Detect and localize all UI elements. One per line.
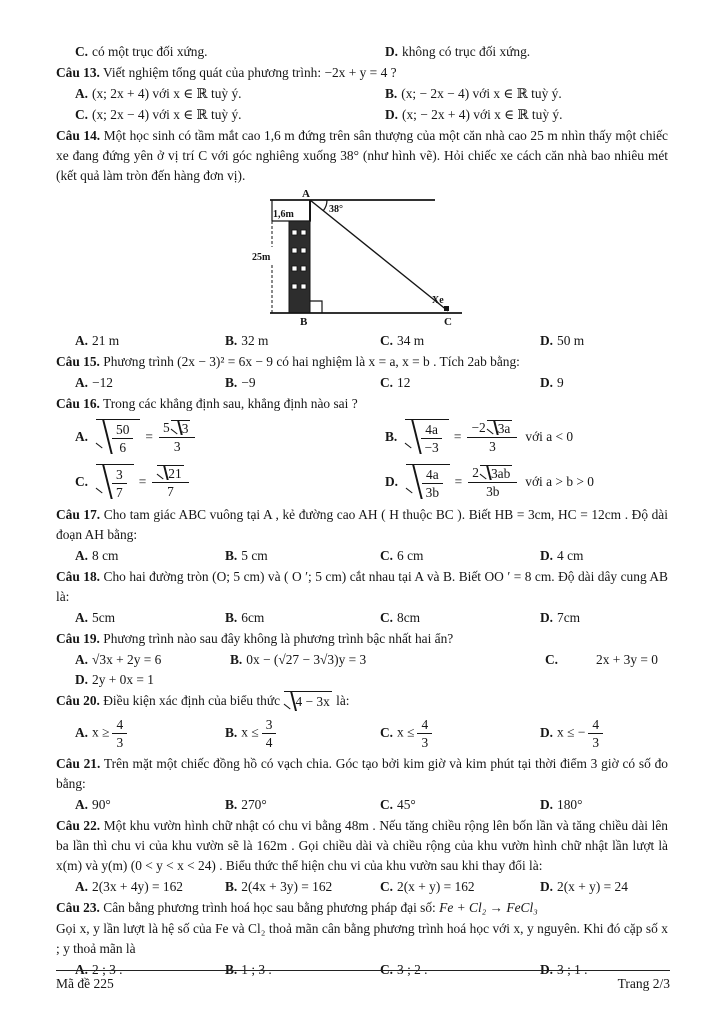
label-xe: Xe — [432, 295, 444, 306]
question-text: Cho hai đường tròn (O; 5 cm) và ( O ′; 5 cm) cắt nhau tại A và B. Biết OO ′ = 8 cm. Độ dài dây cung AB là: — [56, 569, 668, 604]
option-text: (x; − 2x − 4) với x ∈ ℝ tuỳ ý. — [401, 86, 562, 101]
option-text: (x; − 2x + 4) với x ∈ ℝ tuỳ ý. — [402, 107, 563, 122]
question-20 — [56, 691, 668, 712]
option-label: C. — [380, 333, 394, 348]
option — [225, 877, 380, 897]
option-text: 1 ; 3 . — [241, 962, 272, 978]
option-text: 2(x + y) = 162 — [397, 879, 475, 895]
question-text-2: là: — [336, 693, 350, 708]
radical: $\frac{4a}{3b}$ — [406, 464, 450, 500]
q14-figure — [56, 189, 668, 329]
option-label: C. — [380, 375, 394, 390]
label-c: C — [444, 316, 452, 328]
exam-code: Mã đề 225 — [56, 976, 114, 991]
label-angle: 38° — [329, 204, 343, 215]
option-label: B. — [225, 333, 238, 348]
option — [75, 460, 385, 504]
option — [75, 84, 385, 104]
option-text: 9 — [557, 375, 564, 390]
q19-options-row2 — [75, 670, 668, 690]
question-number: Câu 15. — [56, 354, 100, 369]
q22-options — [75, 877, 668, 897]
option-text: 0x − (√27 − 3√3)y = 3 — [246, 652, 367, 667]
option-text: 5 cm — [241, 548, 268, 563]
option — [75, 42, 385, 62]
option — [75, 373, 225, 393]
option — [75, 608, 225, 628]
fraction: $\frac{4}{3}$ — [417, 717, 432, 750]
option-label: C. — [380, 548, 394, 563]
option-label: B. — [225, 548, 238, 563]
option-label: D. — [540, 375, 554, 390]
option — [380, 877, 540, 897]
fraction: $\frac{-2 3a}{3}$ — [467, 420, 517, 455]
angle-arc — [323, 200, 327, 211]
q16-options-row1 — [75, 415, 668, 459]
question-number: Câu 14. — [56, 128, 101, 143]
option-text: 2x + 3y = 0 — [596, 652, 659, 667]
option-label: B. — [225, 962, 238, 978]
q19-options-row1 — [75, 650, 668, 670]
option-label: D. — [540, 610, 554, 625]
fraction: $\frac{2 3ab}{3b}$ — [468, 465, 517, 500]
page-footer — [56, 970, 670, 994]
option — [75, 877, 225, 897]
radical: 3ab — [480, 465, 512, 481]
option-text: x ≤ — [397, 724, 415, 740]
option-text: 21 m — [92, 333, 120, 348]
fraction: $\frac{21}{7}$ — [152, 465, 188, 500]
option — [540, 795, 668, 815]
question-number: Câu 16. — [56, 396, 100, 411]
chemical-equation: Fe + Cl₂ → FeCl₃ — [439, 900, 538, 916]
option-label: C. — [75, 107, 89, 122]
option — [225, 717, 380, 750]
question-text: Phương trình nào sau đây không là phương trình bậc nhất hai ẩn? — [103, 631, 454, 646]
option-label: C. — [380, 724, 394, 740]
fraction: $\frac{4}{3}$ — [112, 717, 127, 750]
label-a: A — [302, 189, 310, 200]
option-label: A. — [75, 724, 89, 740]
option — [380, 546, 540, 566]
option — [75, 415, 385, 459]
radical: 3 — [171, 420, 191, 436]
option-text: 8cm — [397, 610, 421, 625]
option — [385, 42, 668, 62]
question-text: Phương trình (2x − 3)² = 6x − 9 có hai nghiệm là x = a, x = b . Tích 2ab bằng: — [103, 354, 520, 369]
option — [540, 373, 668, 393]
option — [225, 608, 380, 628]
question-text: Trên mặt một chiếc đồng hồ có vạch chia. Góc tạo bởi kim giờ và kim phút tại thời điểm 3 giờ có số đo bằng: — [56, 756, 668, 792]
question-text-1: Điều kiện xác định của biểu thức — [103, 693, 281, 708]
option-label: D. — [75, 672, 89, 687]
option-label: A. — [75, 548, 89, 563]
question-text: Cho tam giác ABC vuông tại A , kẻ đường cao AH ( H thuộc BC ). Biết HB = 3cm, HC = 12cm . Độ dài đoạn AH bằng: — [56, 507, 668, 542]
question-19 — [56, 629, 668, 649]
q20-options — [75, 713, 668, 753]
q14-options — [75, 331, 668, 351]
question-21 — [56, 754, 668, 794]
option-label: C. — [545, 652, 559, 667]
option — [385, 460, 668, 504]
option-text: 50 m — [557, 333, 585, 348]
radical: $\frac{4a}{-3}$ — [405, 419, 449, 455]
question-text: Trong các khẳng định sau, khẳng định nào sai ? — [103, 396, 358, 411]
option-label: B. — [385, 429, 398, 444]
option-text: không có trục đối xứng. — [402, 44, 531, 59]
option-text: 90° — [92, 797, 111, 813]
option-label: D. — [540, 797, 554, 813]
label-house-height: 25m — [252, 252, 271, 263]
option-label: B. — [225, 724, 238, 740]
fraction: $\frac{5 3}{3}$ — [159, 420, 195, 455]
option-text: 12 — [397, 375, 411, 390]
option — [230, 650, 545, 670]
option-text: x ≥ — [92, 724, 110, 740]
option-text: x ≤ — [241, 724, 259, 740]
radical: $\frac{3}{7}$ — [96, 464, 134, 500]
option-text: 32 m — [241, 333, 269, 348]
option-label: C. — [380, 797, 394, 813]
option — [75, 331, 225, 351]
option-text: 2y + 0x = 1 — [92, 672, 155, 687]
option-label: D. — [385, 107, 399, 122]
option-label: D. — [385, 44, 399, 59]
option-text: 2(3x + 4y) = 162 — [92, 879, 184, 895]
question-23-continued — [56, 919, 668, 959]
q17-options — [75, 546, 668, 566]
radical: 21 — [157, 465, 183, 481]
question-15 — [56, 352, 668, 372]
option-label: B. — [230, 652, 243, 667]
option-text: 7cm — [557, 610, 581, 625]
option-text: 4 cm — [557, 548, 584, 563]
option-formula: $\frac{4a}{3b}$ = $\frac{2 3ab}{3b}$ với a > b > 0 — [402, 464, 594, 500]
option — [385, 105, 668, 125]
question-number: Câu 17. — [56, 507, 101, 522]
right-angle-mark — [310, 301, 322, 313]
option — [380, 717, 540, 750]
option-text: −9 — [241, 375, 256, 390]
option-label: A. — [75, 86, 89, 101]
page-number: Trang 2/3 — [617, 976, 670, 991]
fraction: $\frac{3}{4}$ — [262, 717, 277, 750]
option-label: A. — [75, 797, 89, 813]
question-number: Câu 23. — [56, 900, 100, 916]
q15-options — [75, 373, 668, 393]
question-13 — [56, 63, 668, 83]
q16-options-row2 — [75, 460, 668, 504]
q14-figure-diagram — [248, 189, 476, 329]
option-text: (x; 2x − 4) với x ∈ ℝ tuỳ ý. — [92, 107, 242, 122]
option-text: 5cm — [92, 610, 116, 625]
option-label: C. — [75, 44, 89, 59]
question-16 — [56, 394, 668, 414]
label-b: B — [300, 316, 308, 328]
question-number: Câu 20. — [56, 693, 100, 708]
question-number: Câu 22. — [56, 818, 101, 834]
option-label: B. — [225, 879, 238, 895]
option-text: (x; 2x + 4) với x ∈ ℝ tuỳ ý. — [92, 86, 242, 101]
option-label: C. — [75, 474, 89, 489]
option-label: A. — [75, 652, 89, 667]
option — [545, 650, 668, 670]
option-formula: $\frac{3}{7}$ = $\frac{21}{7}$ — [92, 464, 197, 500]
option-label: A. — [75, 879, 89, 895]
option-text: 6 cm — [397, 548, 424, 563]
option-text: √3x + 2y = 6 — [92, 652, 162, 667]
question-text: Viết nghiệm tổng quát của phương trình: −2x + y = 4 ? — [103, 65, 397, 80]
question-number: Câu 19. — [56, 631, 100, 646]
option-label: D. — [540, 962, 554, 978]
question-17 — [56, 505, 668, 545]
question-18 — [56, 567, 668, 607]
radical: $\frac{50}{6}$ — [96, 419, 140, 455]
option-text: có một trục đối xứng. — [92, 44, 208, 59]
option-label: A. — [75, 962, 89, 978]
fraction: $\frac{4}{3}$ — [588, 717, 603, 750]
option-text: 3 ; 1 . — [557, 962, 588, 978]
option-label: A. — [75, 375, 89, 390]
option — [75, 650, 230, 670]
question-23 — [56, 898, 668, 918]
question-number: Câu 21. — [56, 756, 101, 772]
option — [380, 331, 540, 351]
option — [540, 331, 668, 351]
option-label: C. — [380, 610, 394, 625]
option-label: A. — [75, 333, 89, 348]
q18-options — [75, 608, 668, 628]
option — [75, 105, 385, 125]
option-label: C. — [380, 879, 394, 895]
option — [540, 877, 668, 897]
option — [225, 373, 380, 393]
option-label: D. — [540, 333, 554, 348]
question-text: Một học sinh có tầm mắt cao 1,6 m đứng trên sân thượng của một căn nhà cao 25 m nhìn thấy một chiếc xe đang đứng yên ở vị trí C với góc nghiêng xuống 38° (như hình vẽ). Hỏi chiếc xe cách căn nhà bao nhiêu mét (kết quả làm tròn đến hàng đơn vị). — [56, 128, 668, 183]
option-text: 270° — [241, 797, 267, 813]
option-text: 3 ; 2 . — [397, 962, 428, 978]
q21-options — [75, 795, 668, 815]
option-text: 2 ; 3 . — [92, 962, 123, 978]
option-label: D. — [540, 724, 554, 740]
option-label: B. — [385, 86, 398, 101]
label-eye-height: 1,6m — [273, 209, 294, 220]
option-label: D. — [540, 548, 554, 563]
option-label: C. — [380, 962, 394, 978]
option — [540, 608, 668, 628]
car-marker — [444, 306, 449, 311]
option — [75, 546, 225, 566]
option-text: 34 m — [397, 333, 425, 348]
q13-options-row2 — [75, 105, 668, 125]
option-text: 45° — [397, 797, 416, 813]
option — [75, 670, 668, 690]
option — [225, 546, 380, 566]
question-14 — [56, 126, 668, 186]
option — [385, 415, 668, 459]
question-22 — [56, 816, 668, 876]
option-text: 6cm — [241, 610, 265, 625]
option-text: −12 — [92, 375, 113, 390]
question-text-2: Gọi x, y lần lượt là hệ số của Fe và Cl₂ thoả mãn cân bằng phương trình hoá học với x, y nguyên. Khi đó cặp số x ; y thoả mãn là — [56, 921, 668, 957]
option-text: x ≤ − — [557, 724, 586, 740]
option — [380, 795, 540, 815]
option — [225, 795, 380, 815]
radical: 3a — [487, 420, 513, 436]
radical: 4 − 3x — [284, 691, 331, 712]
q12-options — [75, 42, 668, 62]
option — [380, 608, 540, 628]
option-text: 180° — [557, 797, 583, 813]
option — [380, 373, 540, 393]
option-formula: $\frac{50}{6}$ = $\frac{5 3}{3}$ — [92, 419, 203, 455]
option-formula: $\frac{4a}{-3}$ = $\frac{-2 3a}{3}$ với a < 0 — [401, 419, 573, 455]
option-label: D. — [540, 879, 554, 895]
option-label: B. — [225, 797, 238, 813]
option — [540, 717, 668, 750]
option — [75, 795, 225, 815]
option — [75, 717, 225, 750]
option-label: D. — [385, 474, 399, 489]
q13-options-row1 — [75, 84, 668, 104]
option — [225, 331, 380, 351]
sight-line — [310, 200, 448, 311]
option-label: A. — [75, 610, 89, 625]
option-label: B. — [225, 375, 238, 390]
question-text: Một khu vườn hình chữ nhật có chu vi bằng 48m . Nếu tăng chiều rộng lên bốn lần và tăng chiều dài lên ba lần thì chu vi của khu vườn sẽ là 162m . Gọi chiều dài và chiều rộng của khu vườn hình chữ nhật lần lượt là x(m) và y(m) (0 < y < x < 24) . Biểu thức thể hiện chu vi của khu vườn sau khi thay đổi là: — [56, 818, 668, 874]
option-text: 2(x + y) = 24 — [557, 879, 628, 895]
question-text-1: Cân bằng phương trình hoá học sau bằng phương pháp đại số: — [103, 900, 436, 916]
option-text: 2(4x + 3y) = 162 — [241, 879, 333, 895]
option-label: A. — [75, 429, 89, 444]
option-label: B. — [225, 610, 238, 625]
question-number: Câu 18. — [56, 569, 101, 584]
question-number: Câu 13. — [56, 65, 100, 80]
option — [385, 84, 668, 104]
option — [540, 546, 668, 566]
option-text: 8 cm — [92, 548, 119, 563]
